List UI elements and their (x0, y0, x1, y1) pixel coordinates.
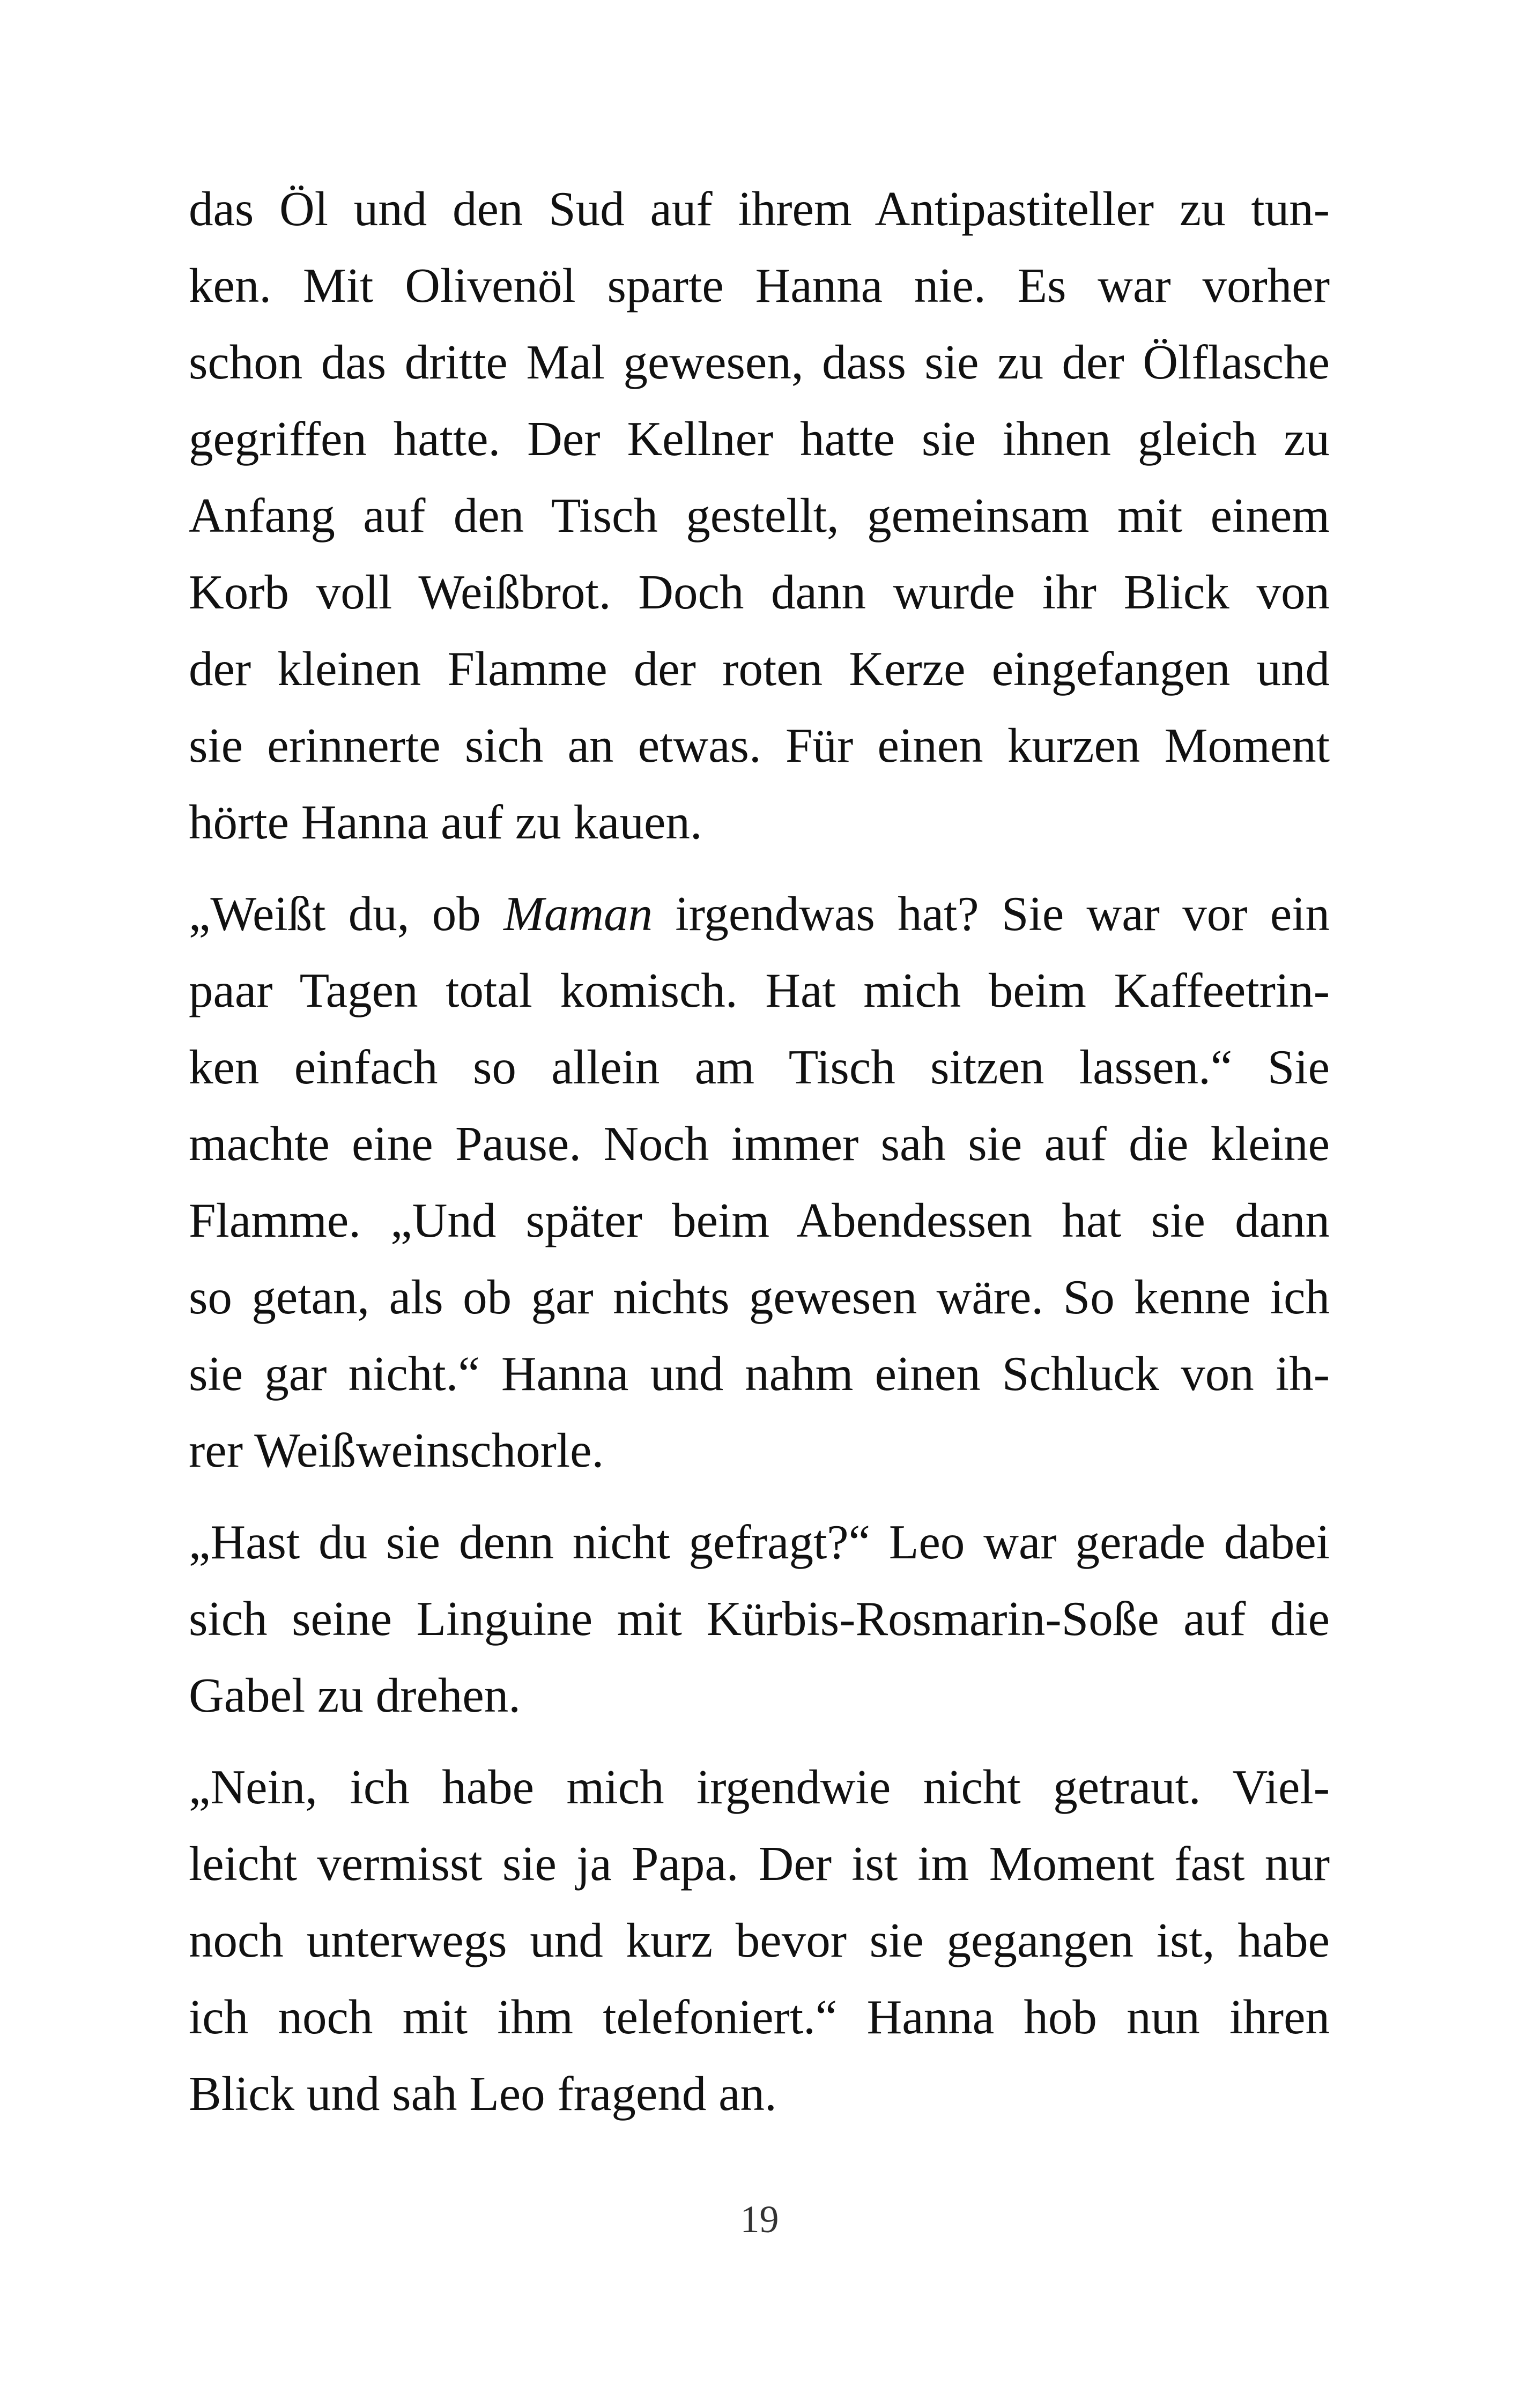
text-line: ken einfach so allein am Tisch sitzen lassen.“ Sie (189, 1040, 1330, 1094)
text-line: so getan, als ob gar nichts gewesen wäre. So kenne ich (189, 1270, 1330, 1324)
body-text (189, 170, 1330, 2147)
text-line: leicht vermisst sie ja Papa. Der ist im Moment fast nur (189, 1837, 1330, 1891)
text-run: „Weißt du, ob (189, 887, 504, 941)
text-line: „Hast du sie denn nicht gefragt?“ Leo war gerade dabei (189, 1515, 1330, 1569)
text-line: ken. Mit Olivenöl sparte Hanna nie. Es war vorher (189, 258, 1330, 313)
text-line: paar Tagen total komisch. Hat mich beim Kaffeetrin- (189, 963, 1330, 1017)
italic-word: Maman (503, 887, 653, 941)
paragraph-2 (189, 875, 1330, 1489)
text-line: noch unterwegs und kurz bevor sie gegangen ist, habe (189, 1913, 1330, 1967)
text-line: Anfang auf den Tisch gestellt, gemeinsam mit einem (189, 488, 1330, 542)
text-line: Korb voll Weißbrot. Doch dann wurde ihr Blick von (189, 565, 1330, 619)
text-line: machte eine Pause. Noch immer sah sie auf die kleine (189, 1117, 1330, 1171)
text-line (189, 875, 1330, 952)
page-number: 19 (740, 2198, 779, 2241)
text-line: Gabel zu drehen. (189, 1668, 521, 1722)
text-line: der kleinen Flamme der roten Kerze eingefangen und (189, 642, 1330, 696)
paragraph-3 (189, 1504, 1330, 1734)
text-line: hörte Hanna auf zu kauen. (189, 795, 702, 849)
text-line: schon das dritte Mal gewesen, dass sie zu der Ölflasche (189, 335, 1330, 389)
text-line: Flamme. „Und später beim Abendessen hat sie dann (189, 1193, 1330, 1247)
paragraph-1 (189, 170, 1330, 860)
text-line: Blick und sah Leo fragend an. (189, 2067, 777, 2121)
text-line: ich noch mit ihm telefoniert.“ Hanna hob nun ihren (189, 1990, 1330, 2044)
text-line: sie gar nicht.“ Hanna und nahm einen Schluck von ih- (189, 1347, 1330, 1401)
text-run: irgendwas hat? Sie war vor ein (653, 887, 1330, 941)
text-line: das Öl und den Sud auf ihrem Antipastiteller zu tun- (189, 182, 1330, 236)
text-line: gegriffen hatte. Der Kellner hatte sie ihnen gleich zu (189, 412, 1330, 466)
text-line: sich seine Linguine mit Kürbis-Rosmarin-Soße auf die (189, 1592, 1330, 1646)
text-line: rer Weißweinschorle. (189, 1423, 604, 1477)
text-line: sie erinnerte sich an etwas. Für einen kurzen Moment (189, 718, 1330, 772)
text-line: „Nein, ich habe mich irgendwie nicht getraut. Viel- (189, 1760, 1330, 1814)
paragraph-4 (189, 1749, 1330, 2132)
